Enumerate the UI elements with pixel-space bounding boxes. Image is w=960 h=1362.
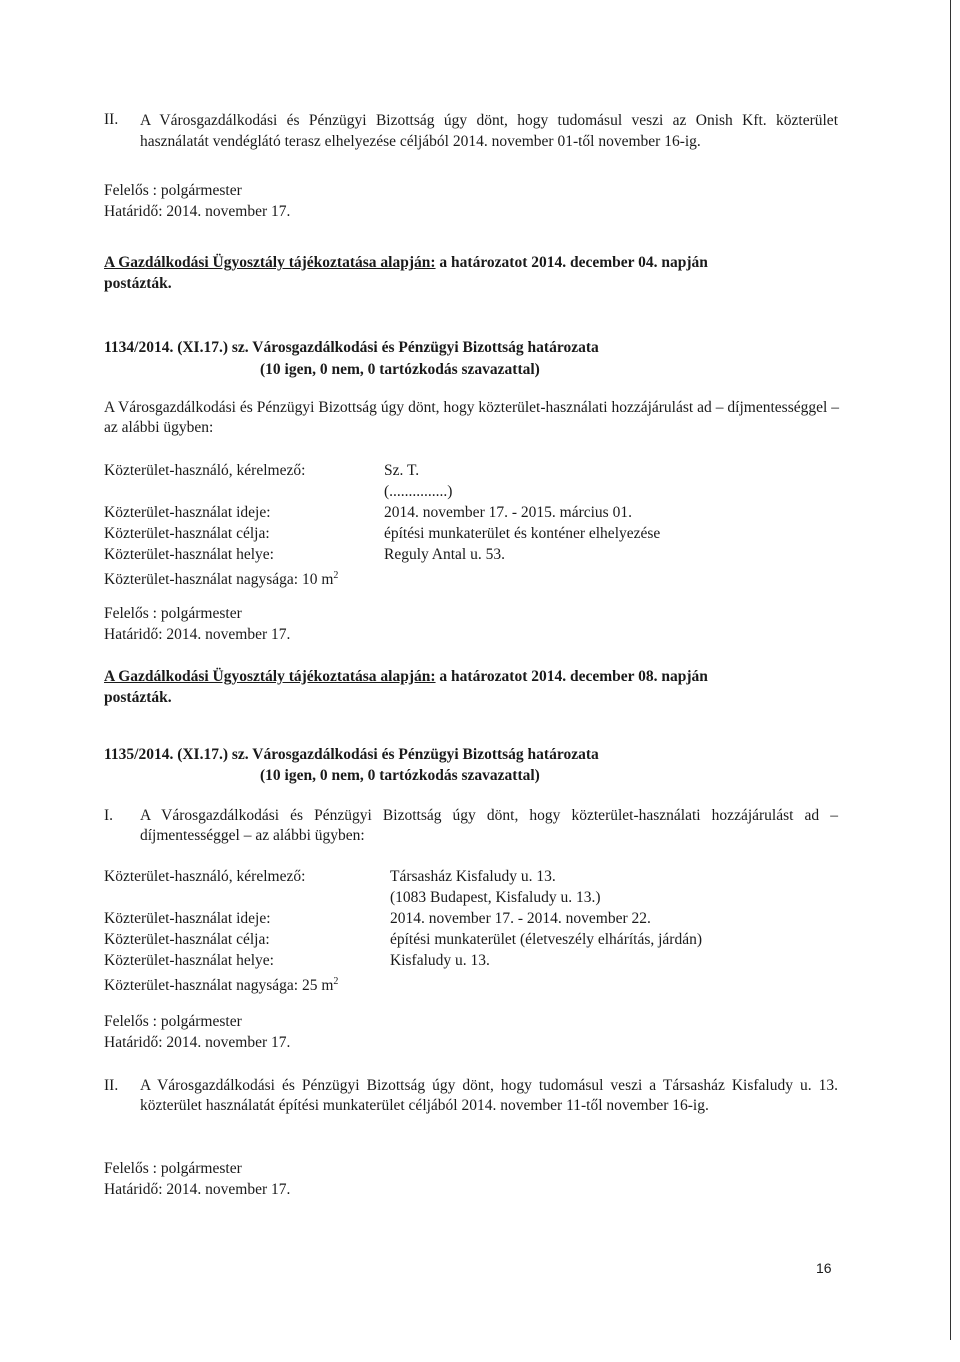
place-label: Közterület-használat helye: <box>104 952 274 969</box>
resolution-number: 1135/2014. (XI.17.) sz. <box>104 746 249 763</box>
period-label: Közterület-használat ideje: <box>104 504 271 521</box>
scan-edge-line <box>950 0 951 1340</box>
place-value: Kisfaludy u. 13. <box>390 952 490 969</box>
period-value: 2014. november 17. - 2015. március 01. <box>384 504 632 521</box>
hatarido-line: Határidő: 2014. november 17. <box>104 203 291 220</box>
purpose-label: Közterület-használat célja: <box>104 931 270 948</box>
felelos-line: Felelős : polgármester <box>104 1160 242 1177</box>
resolution-heading <box>104 745 599 765</box>
size-label: Közterület-használat nagysága: 10 m <box>104 571 334 589</box>
size-line <box>104 566 338 590</box>
purpose-label: Közterület-használat célja: <box>104 525 270 542</box>
purpose-value: építési munkaterület (életveszély elhárítás, járdán) <box>390 931 703 948</box>
vote-result: (10 igen, 0 nem, 0 tartózkodás szavazattal) <box>260 361 540 378</box>
postazas-note-end: postázták. <box>104 275 172 292</box>
postazas-note <box>104 253 708 273</box>
hatarido-line: Határidő: 2014. november 17. <box>104 1034 291 1051</box>
applicant-label: Közterület-használó, kérelmező: <box>104 462 306 479</box>
decision-text: A Városgazdálkodási és Pénzügyi Bizottság úgy dönt, hogy tudomásul veszi a Társasház Kisfaludy u. 13. közterület használatát építési munkaterület céljából 2014. november 11-től november 16-ig. <box>140 1077 838 1114</box>
postazas-date: a határozatot 2014. december 04. napján <box>439 254 708 271</box>
roman-numeral-ii: II. <box>104 1077 119 1094</box>
postazas-date: a határozatot 2014. december 08. napján <box>439 668 708 685</box>
place-value: Reguly Antal u. 53. <box>384 546 505 563</box>
postazas-note <box>104 667 708 687</box>
felelos-line: Felelős : polgármester <box>104 605 242 622</box>
applicant-label: Közterület-használó, kérelmező: <box>104 868 306 885</box>
place-label: Közterület-használat helye: <box>104 546 274 563</box>
period-value: 2014. november 17. - 2014. november 22. <box>390 910 651 927</box>
applicant-value: Társasház Kisfaludy u. 13. <box>390 868 556 885</box>
resolution-number: 1134/2014. (XI.17.) sz. <box>104 339 249 356</box>
hatarido-line: Határidő: 2014. november 17. <box>104 1181 291 1198</box>
resolution-title: Városgazdálkodási és Pénzügyi Bizottság határozata <box>252 339 599 356</box>
roman-numeral-ii: II. <box>104 111 119 128</box>
size-unit-exponent: 2 <box>333 570 339 581</box>
purpose-value: építési munkaterület és konténer elhelyezése <box>384 525 661 542</box>
applicant-value-redacted: (...............) <box>384 483 453 500</box>
applicant-address: (1083 Budapest, Kisfaludy u. 13.) <box>390 889 601 906</box>
postazas-note-end: postázták. <box>104 689 172 706</box>
applicant-value: Sz. T. <box>384 462 420 479</box>
decision-intro: A Városgazdálkodási és Pénzügyi Bizottság úgy dönt, hogy közterület-használati hozzájárulást ad – díjmentességgel – az alábbi ügyben: <box>104 399 839 436</box>
size-label: Közterület-használat nagysága: 25 m <box>104 977 334 995</box>
decision-text: A Városgazdálkodási és Pénzügyi Bizottság úgy dönt, hogy tudomásul veszi az Onish Kft. közterület használatát vendéglátó terasz elhelyezése céljából 2014. november 01-től november 16-ig. <box>140 112 838 150</box>
hatarido-line: Határidő: 2014. november 17. <box>104 626 291 643</box>
decision-intro: A Városgazdálkodási és Pénzügyi Bizottság úgy dönt, hogy közterület-használati hozzájárulást ad – díjmentességgel – az alábbi ügyben: <box>140 807 838 844</box>
size-unit-exponent: 2 <box>333 976 339 987</box>
vote-result: (10 igen, 0 nem, 0 tartózkodás szavazattal) <box>260 767 540 784</box>
size-line <box>104 972 338 996</box>
period-label: Közterület-használat ideje: <box>104 910 271 927</box>
felelos-line: Felelős : polgármester <box>104 1013 242 1030</box>
page-number: 16 <box>816 1260 832 1276</box>
resolution-heading <box>104 338 599 358</box>
postazas-source: A Gazdálkodási Ügyosztály tájékoztatása alapján: <box>104 668 436 685</box>
felelos-line: Felelős : polgármester <box>104 182 242 199</box>
postazas-source: A Gazdálkodási Ügyosztály tájékoztatása alapján: <box>104 254 436 271</box>
resolution-title: Városgazdálkodási és Pénzügyi Bizottság határozata <box>252 746 599 763</box>
roman-numeral-i: I. <box>104 807 114 824</box>
